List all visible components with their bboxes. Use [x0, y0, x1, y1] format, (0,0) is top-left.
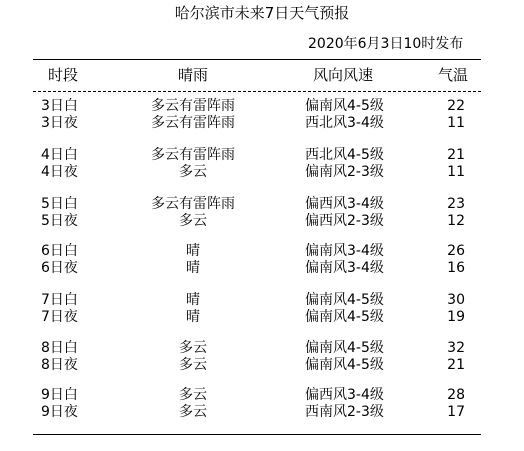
top-divider — [33, 59, 481, 60]
cell-period: 4日夜 — [41, 164, 78, 180]
cell-weather: 晴 — [186, 243, 200, 259]
table-row — [0, 115, 524, 132]
cell-weather: 多云 — [179, 213, 207, 229]
cell-period: 3日白 — [41, 98, 78, 114]
cell-wind: 偏南风2-3级 — [305, 164, 384, 180]
cell-temp: 17 — [447, 404, 465, 420]
cell-wind: 偏西风2-3级 — [305, 213, 384, 229]
header-divider — [33, 91, 481, 92]
cell-period: 6日白 — [41, 243, 78, 259]
column-header-weather: 晴雨 — [178, 66, 209, 84]
cell-period: 3日夜 — [41, 115, 78, 131]
column-header-temp: 气温 — [438, 66, 469, 84]
cell-weather: 多云 — [179, 164, 207, 180]
table-row — [0, 404, 524, 421]
day-group-4 — [0, 147, 524, 183]
cell-wind: 西南风2-3级 — [305, 404, 384, 420]
bottom-divider — [33, 434, 481, 435]
cell-wind: 偏南风4-5级 — [305, 292, 384, 308]
table-row — [0, 213, 524, 230]
cell-wind: 西北风4-5级 — [305, 147, 384, 163]
cell-wind: 偏南风4-5级 — [305, 98, 384, 114]
day-group-6 — [0, 243, 524, 279]
table-row — [0, 340, 524, 357]
cell-weather: 晴 — [186, 292, 200, 308]
table-row — [0, 292, 524, 309]
cell-temp: 26 — [447, 243, 465, 259]
cell-weather: 多云 — [179, 387, 207, 403]
table-row — [0, 260, 524, 277]
cell-temp: 11 — [447, 164, 465, 180]
table-row — [0, 147, 524, 164]
cell-temp: 21 — [447, 147, 465, 163]
cell-temp: 16 — [447, 260, 465, 276]
cell-weather: 多云 — [179, 340, 207, 356]
cell-temp: 28 — [447, 387, 465, 403]
cell-period: 5日夜 — [41, 213, 78, 229]
cell-temp: 22 — [447, 98, 465, 114]
cell-wind: 偏南风3-4级 — [305, 243, 384, 259]
cell-temp: 12 — [447, 213, 465, 229]
day-group-8 — [0, 340, 524, 376]
cell-weather: 多云 — [179, 404, 207, 420]
cell-wind: 偏南风4-5级 — [305, 340, 384, 356]
cell-temp: 21 — [447, 357, 465, 373]
page-title: 哈尔滨市未来7日天气预报 — [174, 4, 350, 22]
day-group-5 — [0, 196, 524, 232]
cell-period: 6日夜 — [41, 260, 78, 276]
cell-weather: 多云有雷阵雨 — [151, 115, 235, 131]
cell-period: 7日白 — [41, 292, 78, 308]
table-row — [0, 196, 524, 213]
column-header-wind: 风向风速 — [313, 66, 374, 84]
publish-time: 2020年6月3日10时发布 — [308, 36, 464, 52]
cell-temp: 32 — [447, 340, 465, 356]
cell-period: 8日夜 — [41, 357, 78, 373]
column-header-period: 时段 — [48, 66, 79, 84]
cell-wind: 西北风3-4级 — [305, 115, 384, 131]
cell-weather: 多云有雷阵雨 — [151, 98, 235, 114]
cell-period: 7日夜 — [41, 309, 78, 325]
day-group-3 — [0, 98, 524, 134]
cell-weather: 晴 — [186, 309, 200, 325]
cell-period: 4日白 — [41, 147, 78, 163]
cell-period: 9日白 — [41, 387, 78, 403]
cell-temp: 11 — [447, 115, 465, 131]
cell-wind: 偏西风3-4级 — [305, 387, 384, 403]
cell-weather: 晴 — [186, 260, 200, 276]
cell-temp: 19 — [447, 309, 465, 325]
cell-temp: 23 — [447, 196, 465, 212]
cell-period: 5日白 — [41, 196, 78, 212]
day-group-7 — [0, 292, 524, 328]
table-row — [0, 164, 524, 181]
cell-wind: 偏南风3-4级 — [305, 260, 384, 276]
cell-weather: 多云有雷阵雨 — [151, 147, 235, 163]
day-group-9 — [0, 387, 524, 423]
cell-period: 8日白 — [41, 340, 78, 356]
cell-weather: 多云有雷阵雨 — [151, 196, 235, 212]
table-row — [0, 309, 524, 326]
table-row — [0, 243, 524, 260]
table-row — [0, 98, 524, 115]
cell-wind: 偏南风4-5级 — [305, 357, 384, 373]
cell-weather: 多云 — [179, 357, 207, 373]
cell-period: 9日夜 — [41, 404, 78, 420]
cell-temp: 30 — [447, 292, 465, 308]
cell-wind: 偏西风3-4级 — [305, 196, 384, 212]
table-row — [0, 387, 524, 404]
cell-wind: 偏南风4-5级 — [305, 309, 384, 325]
table-row — [0, 357, 524, 374]
